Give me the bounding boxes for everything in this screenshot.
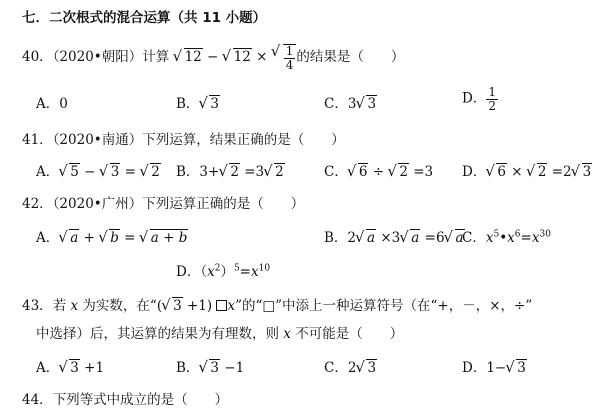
option-label: C． — [324, 96, 348, 112]
option-a[interactable]: A．0 — [36, 96, 68, 112]
question-40 — [22, 44, 404, 71]
question-text: 若 — [52, 298, 67, 314]
option-label: C． — [462, 230, 486, 246]
question-43: 43．若 x 为实数，在“(√ 3 +1) x”的“□”中添上一种运算符号（在“+，－，×，÷” — [22, 294, 532, 314]
option-label: B． — [324, 230, 348, 246]
option-b[interactable]: B．√ 3 — [176, 92, 220, 112]
option-d[interactable]: D． $\frac{1}{2}$ — [462, 85, 496, 113]
option-label: A． — [36, 96, 60, 112]
option-c[interactable]: C．√ 6 ÷ √ 2 =3 — [324, 160, 433, 180]
option-label: D． — [176, 264, 201, 280]
option-c[interactable]: C．$x^5•x^6=x^{30}$ — [462, 229, 551, 246]
option-b[interactable]: B．√ 3 −1 — [176, 356, 244, 376]
option-label: B． — [176, 164, 200, 180]
option-c[interactable]: C．2√ 3 — [324, 356, 377, 376]
question-source: （2020•朝阳） — [52, 49, 143, 66]
option-label: B． — [176, 360, 200, 376]
option-a[interactable]: A．√ 3 +1 — [36, 356, 104, 376]
question-text: 计算 — [142, 49, 170, 66]
question-text-end: 的结果是（ ） — [296, 49, 405, 66]
question-41 — [22, 128, 345, 148]
question-number: 40． — [22, 49, 53, 66]
option-label: D． — [462, 164, 487, 180]
question-text: 中选择）后，其运算的结果为有理数，则 — [36, 326, 279, 342]
section-title: 七．二次根式的混合运算（共 11 小题） — [22, 10, 267, 26]
question-number: 43． — [22, 298, 53, 314]
question-source: （2020•南通） — [52, 132, 143, 148]
option-d[interactable]: D．√ 6 × √ 2 =2√ 3 — [462, 160, 592, 180]
question-text: 下列运算正确的是（ ） — [142, 196, 305, 212]
option-label: C． — [324, 164, 348, 180]
option-label: A． — [36, 164, 60, 180]
option-label: D． — [462, 360, 487, 376]
question-text: 不可能是（ ） — [295, 326, 404, 342]
option-d[interactable]: D．$(x^2)^5=x^{10}$ — [176, 263, 271, 280]
expression: √ 12 − √ 12 × √ $\frac{1}{4}$ — [174, 49, 297, 65]
option-label: A． — [36, 230, 60, 246]
option-label: D． — [462, 90, 487, 107]
question-number: 42． — [22, 196, 53, 212]
question-43-line2: 中选择）后，其运算的结果为有理数，则 x 不可能是（ ） — [36, 326, 404, 342]
option-b[interactable]: B．2√ a ×3√ a =6√ a — [324, 226, 465, 246]
question-text: ”的“□”中添上一种运算符号（在“+，－，×，÷” — [235, 298, 533, 314]
question-text: 下列等式中成立的是（ ） — [52, 392, 229, 408]
question-44 — [22, 388, 228, 408]
option-a[interactable]: A．√ a + √ b = √ a + b — [36, 226, 188, 246]
question-text: 为实数，在“ — [82, 298, 157, 314]
option-d[interactable]: D．1−√ 3 — [462, 356, 527, 376]
question-text: 下列运算，结果正确的是（ ） — [142, 132, 345, 148]
question-number: 44． — [22, 392, 53, 408]
option-a[interactable]: A．√ 5 − √ 3 = √ 2 — [36, 160, 161, 180]
question-42 — [22, 192, 304, 212]
question-source: （2020•广州） — [52, 196, 143, 212]
option-label: A． — [36, 360, 60, 376]
option-label: C． — [324, 360, 348, 376]
option-c[interactable]: C．3√ 3 — [324, 92, 377, 112]
option-b[interactable]: B．3+√ 2 =3√ 2 — [176, 160, 285, 180]
question-number: 41． — [22, 132, 53, 148]
square-placeholder-icon — [216, 300, 227, 311]
option-label: B． — [176, 96, 200, 112]
